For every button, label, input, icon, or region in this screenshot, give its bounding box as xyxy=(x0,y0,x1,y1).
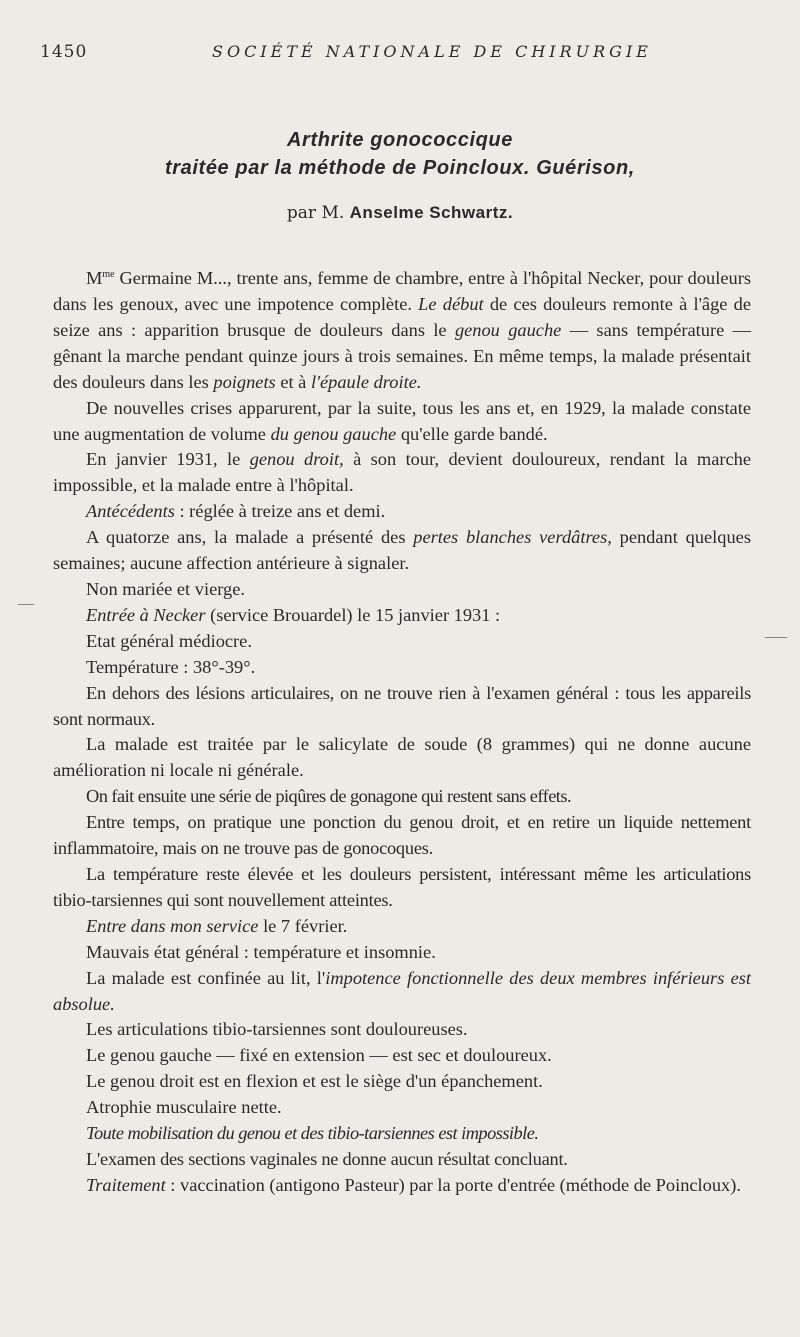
paragraph: La malade est traitée par le salicylate de soude (8 grammes) qui ne donne aucune amélioration ni locale ni générale. xyxy=(53,734,751,781)
paragraph: Etat général médiocre. xyxy=(86,630,252,651)
paragraph: Mauvais état général : température et insomnie. xyxy=(86,941,436,962)
paragraph: En janvier 1931, le genou droit, à son tour, devient douloureux, rendant la marche impossible, et la malade entre à l'hôpital. xyxy=(53,449,751,496)
paragraph: Atrophie musculaire nette. xyxy=(86,1097,282,1118)
paragraph: L'examen des sections vaginales ne donne aucun résultat concluant. xyxy=(86,1148,568,1169)
page-header xyxy=(0,42,800,66)
paragraph: A quatorze ans, la malade a présenté des pertes blanches verdâtres, pendant quelques semaines; aucune affection antérieure à signaler. xyxy=(53,527,751,574)
paragraph: Antécédents : réglée à treize ans et demi. xyxy=(86,501,386,522)
article-title xyxy=(0,126,800,182)
paragraph: Entre dans mon service le 7 février. xyxy=(86,915,348,936)
paragraph: Non mariée et vierge. xyxy=(86,579,245,599)
margin-mark xyxy=(765,637,787,638)
paragraph: En dehors des lésions articulaires, on ne trouve rien à l'examen général : tous les appareils sont normaux. xyxy=(53,682,751,729)
paragraph: Les articulations tibio-tarsiennes sont douloureuses. xyxy=(86,1019,468,1040)
running-head: SOCIÉTÉ NATIONALE DE CHIRURGIE xyxy=(212,42,652,61)
article-body xyxy=(53,262,751,1199)
paragraph: Le genou gauche — fixé en extension — est sec et douloureux. xyxy=(86,1045,552,1066)
byline xyxy=(0,200,800,226)
paragraph: Entrée à Necker (service Brouardel) le 15 janvier 1931 : xyxy=(86,604,501,625)
paragraph: Température : 38°-39°. xyxy=(86,656,256,677)
paragraph: Le genou droit est en flexion et est le siège d'un épanchement. xyxy=(86,1071,543,1092)
paragraph: De nouvelles crises apparurent, par la suite, tous les ans et, en 1929, la malade constate une augmentation de volume du genou gauche qu'elle garde bandé. xyxy=(53,397,751,444)
author-name: Anselme Schwartz. xyxy=(349,203,514,222)
paragraph: Toute mobilisation du genou et des tibio-tarsiennes est impossible. xyxy=(86,1123,539,1144)
byline-prefix: par M. xyxy=(286,203,345,223)
title-line-1: Arthrite gonococcique xyxy=(287,129,513,151)
margin-mark xyxy=(18,604,34,605)
paragraph: $M^{me}$ Germaine M..., trente ans, femme de chambre, entre à l'hôpital Necker, pour douleurs dans les genoux, avec une impotence complète. Le début de ces douleurs remonte à l'âge de seize ans : apparition brusque de douleurs dans le genou gauche — sans température — gênant la marche pendant quinze jours à trois semaines. En même temps, la malade présentait des douleurs dans les poignets et à l'épaule droite. xyxy=(53,268,751,392)
paragraph: La température reste élevée et les douleurs persistent, intéressant même les articulations tibio-tarsiennes qui sont nouvellement atteintes. xyxy=(53,863,751,910)
paragraph: La malade est confinée au lit, l'impotence fonctionnelle des deux membres inférieurs est absolue. xyxy=(53,967,751,1014)
title-line-2: traitée par la méthode de Poincloux. Guérison, xyxy=(165,157,635,179)
paragraph: Traitement : vaccination (antigono Pasteur) par la porte d'entrée (méthode de Poincloux). xyxy=(86,1174,741,1195)
paragraph: Entre temps, on pratique une ponction du genou droit, et en retire un liquide nettement inflammatoire, mais on ne trouve pas de gonocoques. xyxy=(53,812,751,859)
paragraph: On fait ensuite une série de piqûres de gonagone qui restent sans effets. xyxy=(86,786,572,807)
page-number: 1450 xyxy=(40,42,88,62)
